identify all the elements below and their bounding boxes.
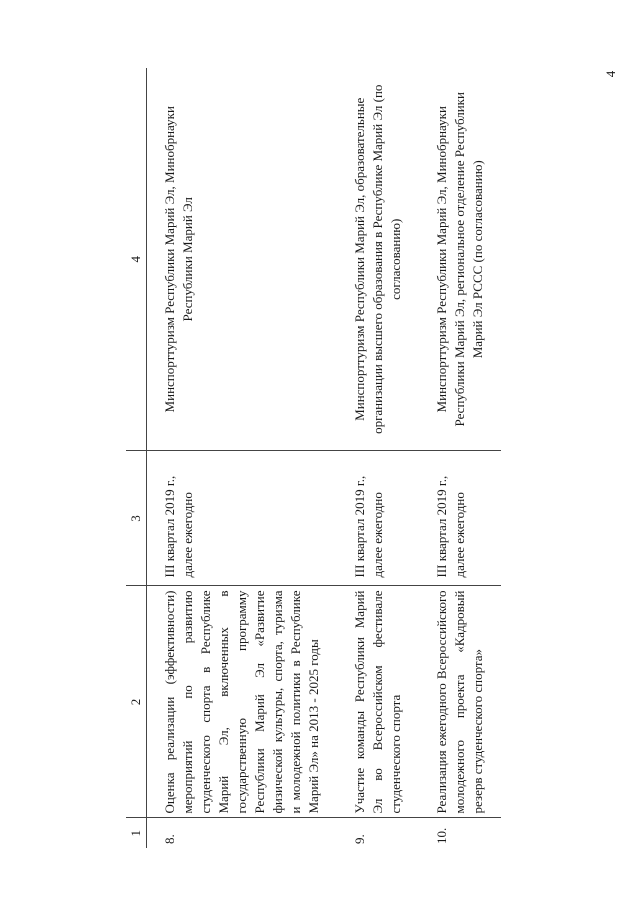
table-row	[147, 68, 338, 848]
row-number: 8.	[162, 834, 177, 844]
rotated-table-frame	[126, 68, 626, 848]
page-number: 4	[603, 70, 618, 78]
column-header-2: 2	[126, 586, 147, 818]
column-header-4: 4	[126, 68, 147, 451]
row-term: III квартал 2019 г., далее ежегодно	[419, 451, 501, 586]
row-number: 9.	[352, 834, 367, 844]
events-table	[126, 68, 501, 848]
row-executors: Минспорттуризм Республики Марий Эл, образовательные организации высшего образования в Республике Марий Эл (по согласованию)	[337, 68, 419, 451]
row-description: Участие команды Республики Марий Эл во Всероссийском фестивале студенческого спорта	[337, 586, 419, 818]
row-description: Оценка реализации (эффективности) мероприятий по развитию студенческого спорта в Республике Марий Эл, включенных в государственную программу Республики Марий Эл «Развитие физической культуры, спорта, туризма и молодежной политики в Республике Марий Эл» на 2013 - 2025 годы	[147, 586, 338, 818]
table-row	[337, 68, 419, 848]
row-executors: Минспорттуризм Республики Марий Эл, Минобрнауки Республики Марий Эл	[147, 68, 338, 451]
row-executors: Минспорттуризм Республики Марий Эл, Минобрнауки Республики Марий Эл, региональное отделение Республики Марий Эл РССС (по согласованию)	[419, 68, 501, 451]
row-number: 10.	[434, 827, 449, 844]
table-row	[419, 68, 501, 848]
row-term: III квартал 2019 г., далее ежегодно	[147, 451, 338, 586]
column-header-1: 1	[126, 818, 147, 848]
column-header-3: 3	[126, 451, 147, 586]
row-description: Реализация ежегодного Всероссийского молодежного проекта «Кадровый резерв студенческого спорта»	[419, 586, 501, 818]
table-header-row	[126, 68, 147, 848]
row-term: III квартал 2019 г., далее ежегодно	[337, 451, 419, 586]
